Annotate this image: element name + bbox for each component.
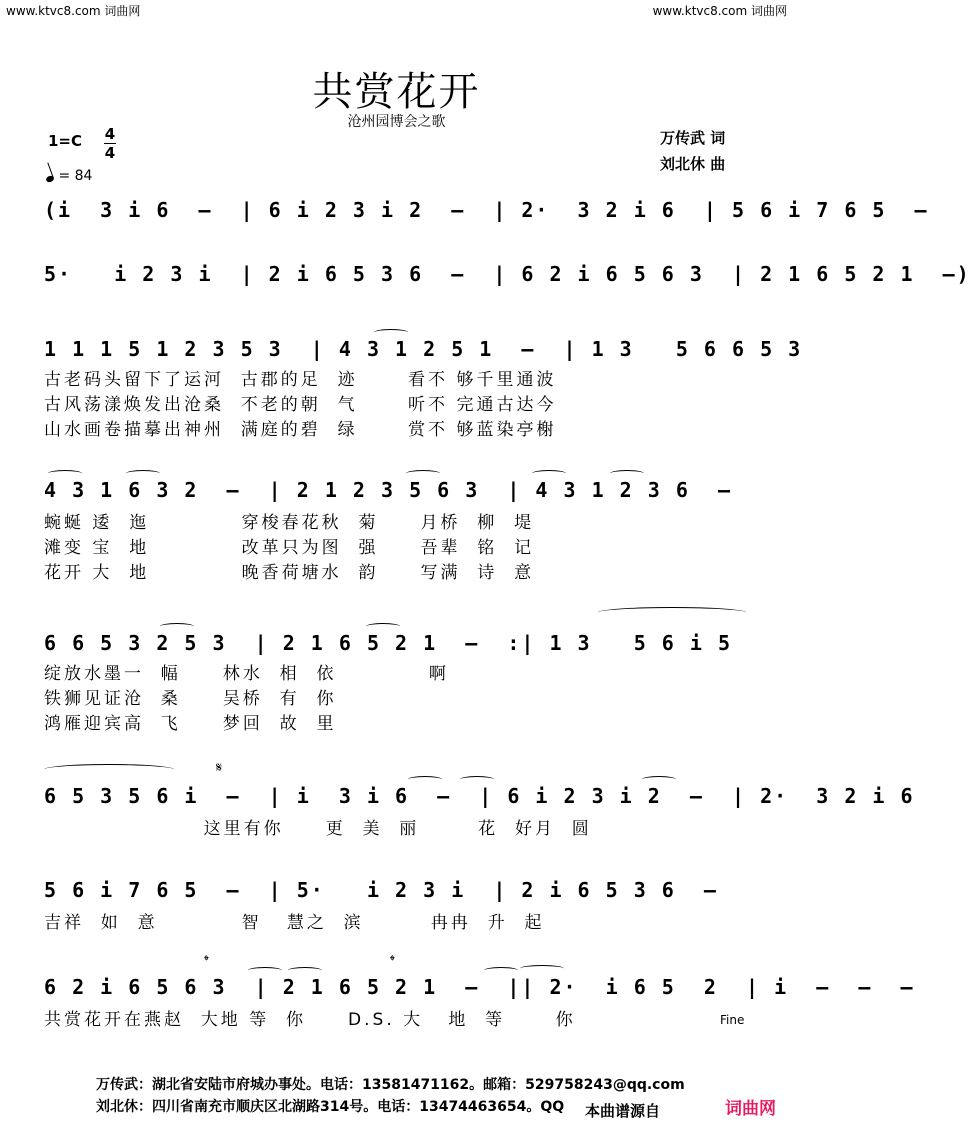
lyric-verse-1: 吉祥 如 意 智 慧之 滨 冉冉 升 起: [44, 913, 545, 933]
source-note: 本曲谱源自: [585, 1102, 661, 1120]
notation: 4 3 1 6 3 2 – | 2 1 2 3 5 6 3 | 4 3 1 2 3 6 –: [44, 478, 733, 502]
tempo-marking: [46, 168, 92, 184]
notation: 1 1 1 5 1 2 3 5 3 | 4 3 1 2 5 1 – | 1 3 5 6 6 5 3: [44, 337, 803, 361]
notation: 6 6 5 3 2 5 3 | 2 1 6 5 2 1 – :| 1 3 5 6 i 5: [44, 631, 733, 655]
tie: [44, 764, 174, 775]
slur: [366, 623, 400, 630]
slur: [484, 967, 518, 974]
key-signature: 1=C: [48, 132, 83, 150]
time-top: 4: [104, 125, 116, 143]
notation: 5· i 2 3 i | 2 i 6 5 3 6 – | 6 2 i 6 5 6 3 | 2 1 6 5 2 1 –): [44, 262, 971, 286]
time-signature: [104, 126, 116, 161]
song-title: 共赏花开: [312, 69, 481, 115]
tie: [598, 607, 746, 618]
slur: [532, 470, 566, 477]
song-subtitle: 沧州园博会之歌: [347, 114, 446, 130]
notation: 6 5 3 5 6 i – | i 3 i 6 – | 6 i 2 3 i 2 – | 2· 3 2 i 6: [44, 784, 915, 808]
lyric-verse-1: 共赏花开在燕赵 大地 等 你 D.S. 大 地 等 你: [44, 1010, 576, 1030]
coda-icon: 𝄌: [390, 953, 395, 969]
slur: [126, 470, 160, 477]
notation: (i 3 i 6 – | 6 i 2 3 i 2 – | 2· 3 2 i 6 | 5 6 i 7 6 5 –: [44, 198, 929, 222]
score-line-2: [44, 262, 971, 302]
lyric-verse-1: 这里有你 更 美 丽 花 好月 圆: [44, 819, 592, 839]
composer-credit: 刘北休 曲: [660, 155, 726, 173]
score-line-4: [44, 478, 750, 583]
lyric-verse-3: 鸿雁迎宾高 飞 梦回 故 里: [44, 714, 337, 734]
watermark-right: www.ktvc8.com 词曲网: [652, 4, 787, 18]
lyric-verse-1: 绽放水墨一 幅 林水 相 依 啊: [44, 664, 449, 684]
notation: 6 2 i 6 5 6 3 | 2 1 6 5 2 1 – || 2· i 6 5 2 | i – – –: [44, 975, 915, 999]
slur: [520, 965, 564, 972]
tempo-value: = 84: [58, 168, 93, 184]
footer-contact-lyricist: 万传武：湖北省安陆市府城办事处。电话：13581471162。邮箱：529758243@qq.com: [96, 1077, 685, 1093]
score-line-5: [44, 631, 750, 734]
slur: [288, 967, 322, 974]
score-line-1: [44, 198, 929, 238]
lyric-verse-3: 山水画卷描摹出神州 满庭的碧 绿 赏不 够蓝染亭榭: [44, 420, 557, 440]
quarter-note-icon: [45, 175, 55, 183]
coda-icon: 𝄌: [204, 953, 209, 969]
score-line-6: [44, 760, 915, 844]
site-logo: 词曲网: [725, 1099, 776, 1119]
slur: [610, 470, 644, 477]
slur: [642, 776, 676, 783]
slur: [374, 329, 408, 336]
score-line-3: [44, 337, 803, 440]
lyric-verse-2: 铁狮见证沧 桑 吴桥 有 你: [44, 689, 337, 709]
slur: [160, 623, 194, 630]
slur: [48, 470, 82, 477]
segno-icon: 𝄋: [216, 760, 223, 776]
slur: [248, 967, 282, 974]
watermark-left: www.ktvc8.com 词曲网: [6, 4, 141, 18]
lyric-verse-1: 古老码头留下了运河 古郡的足 迹 看不 够千里通波: [44, 370, 557, 390]
notation: 5 6 i 7 6 5 – | 5· i 2 3 i | 2 i 6 5 3 6 –: [44, 878, 718, 902]
fine-mark: Fine: [720, 1013, 745, 1027]
time-bottom: 4: [104, 144, 116, 162]
lyricist-credit: 万传武 词: [660, 129, 726, 147]
slur: [406, 470, 440, 477]
footer-contact-composer: 刘北休：四川省南充市顺庆区北湖路314号。电话：13474463654。QQ: [96, 1099, 565, 1115]
lyric-verse-2: 古风荡漾焕发出沧桑 不老的朝 气 听不 完通古达今: [44, 395, 557, 415]
score-line-8: [44, 953, 915, 1035]
slur: [460, 776, 494, 783]
lyric-verse-1: 蜿蜒 逶 迤 穿梭春花秋 菊 月桥 柳 堤: [44, 513, 535, 533]
lyric-verse-3: 花开 大 地 晚香荷塘水 韵 写满 诗 意: [44, 563, 535, 583]
slur: [408, 776, 442, 783]
lyric-verse-2: 滩变 宝 地 改革只为图 强 吾辈 铭 记: [44, 538, 535, 558]
score-line-7: [44, 878, 750, 938]
